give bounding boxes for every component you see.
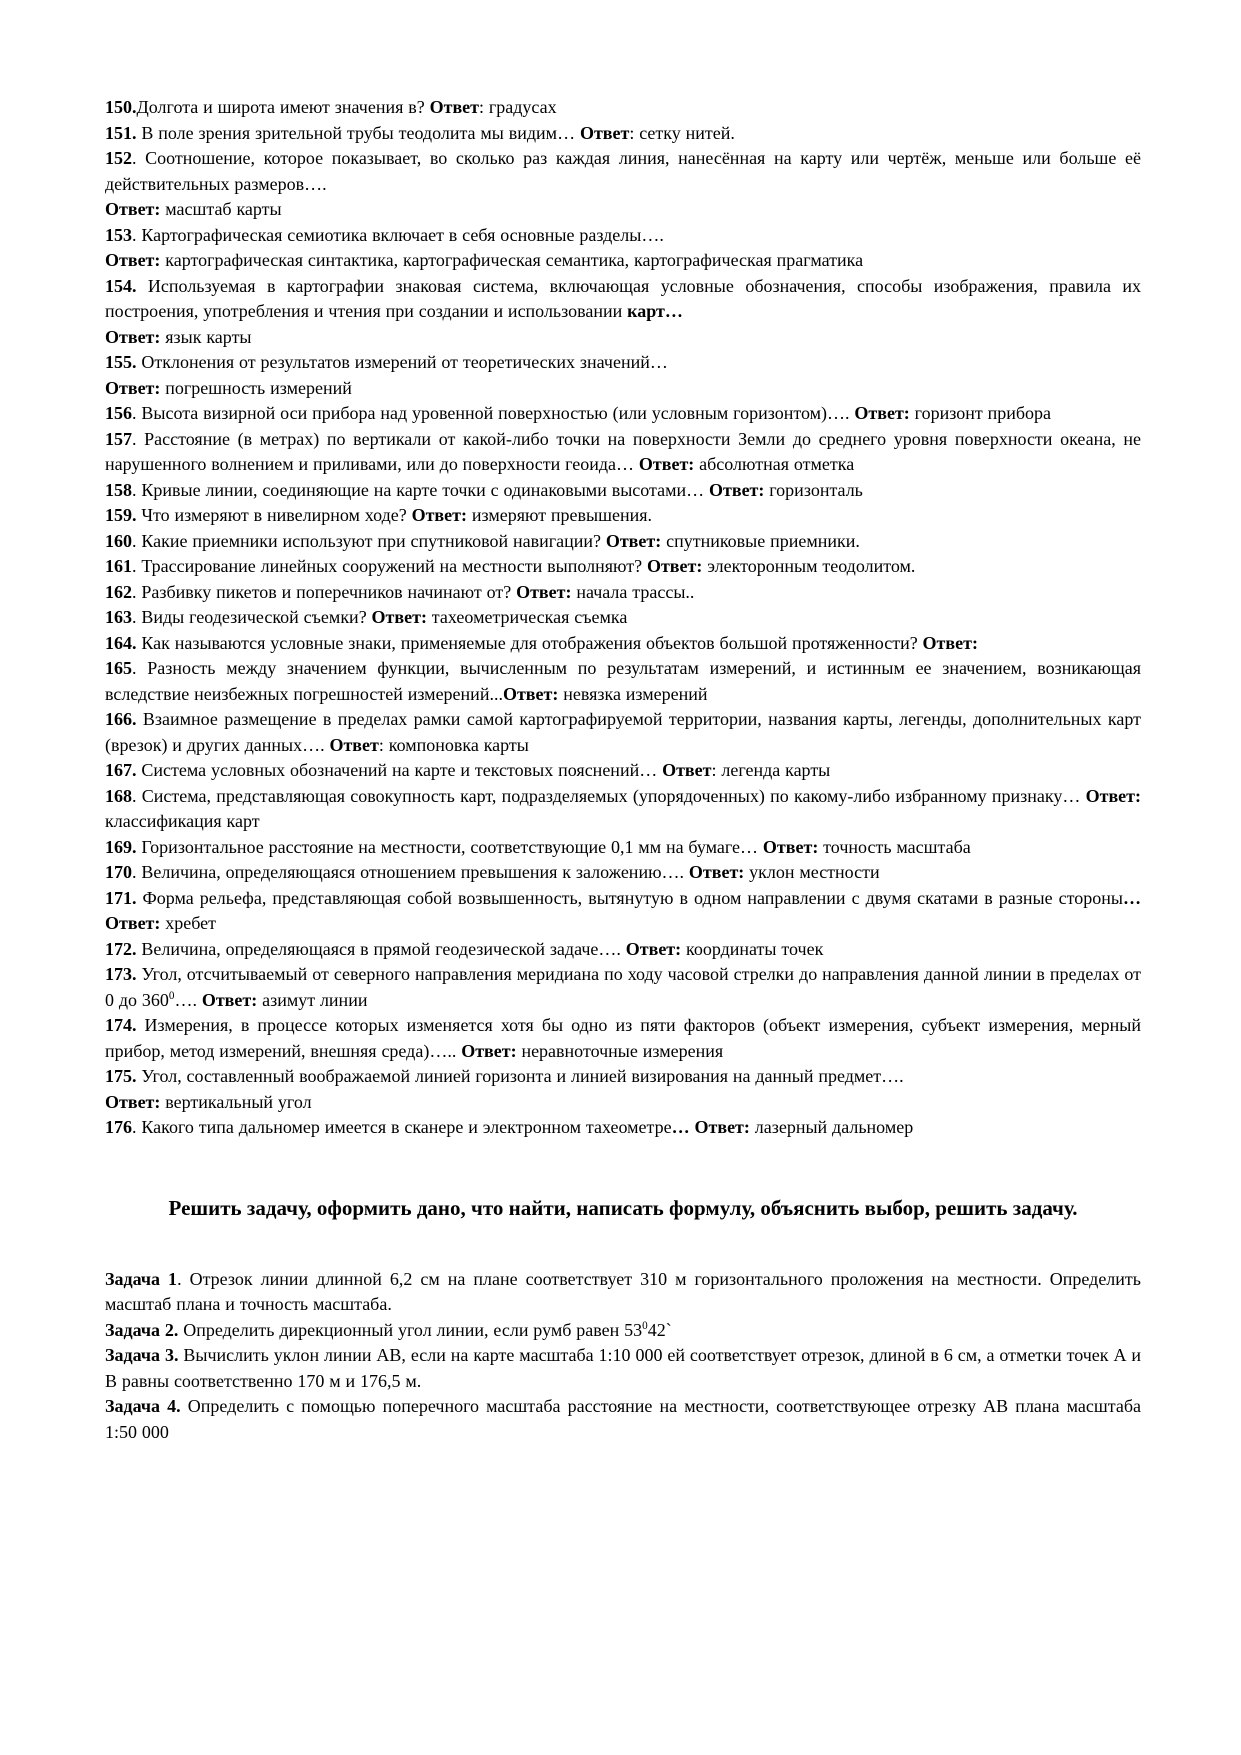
text-segment: Ответ: xyxy=(105,199,161,219)
text-segment: Ответ: xyxy=(105,1091,161,1112)
text-segment: горизонталь xyxy=(764,479,863,500)
text-segment: 164. xyxy=(105,632,137,653)
task-paragraph xyxy=(105,1394,1141,1445)
text-segment: Ответ: xyxy=(605,530,662,551)
text-segment: 174. xyxy=(105,1015,137,1035)
text-segment: 152 xyxy=(105,148,132,168)
text-segment: Ответ: xyxy=(694,1117,750,1137)
text-segment: начала трассы.. xyxy=(571,581,695,602)
text-segment: 175. xyxy=(105,1066,137,1086)
question-paragraph xyxy=(105,1013,1141,1064)
text-segment: . Величина, определяющаяся отношением превышения к заложению…. xyxy=(132,862,689,882)
text-segment: 172. xyxy=(105,938,137,959)
question-paragraph xyxy=(105,554,1141,580)
text-segment: язык карты xyxy=(160,326,252,347)
text-segment: 0 xyxy=(168,989,175,1002)
text-segment: . Разбивку пикетов и поперечников начинают от? xyxy=(132,581,517,602)
question-paragraph xyxy=(105,248,1141,274)
question-paragraph xyxy=(105,784,1141,835)
question-paragraph xyxy=(105,478,1141,504)
question-paragraph xyxy=(105,835,1141,861)
text-segment: измеряют превышения. xyxy=(466,505,653,525)
text-segment: Ответ: xyxy=(201,989,258,1010)
text-segment: Что измеряют в нивелирном ходе? xyxy=(136,505,412,525)
task-list xyxy=(105,1267,1141,1446)
question-paragraph xyxy=(105,962,1141,1013)
question-paragraph xyxy=(105,886,1141,937)
text-segment: Ответ: xyxy=(105,250,161,270)
question-paragraph xyxy=(105,605,1141,631)
text-segment: : легенда карты xyxy=(711,760,831,780)
text-segment: 0 xyxy=(642,1319,648,1332)
question-paragraph xyxy=(105,580,1141,606)
text-segment: Ответ: xyxy=(922,632,978,653)
text-segment: карт… xyxy=(627,301,683,321)
text-segment: координаты точек xyxy=(681,938,824,959)
text-segment: . Отрезок линии длинной 6,2 см на плане соответствует 310 м горизонтального проложения на местности. Определить масштаб плана и точность масштаба. xyxy=(105,1268,1141,1314)
question-paragraph xyxy=(105,758,1141,784)
question-paragraph xyxy=(105,376,1141,402)
text-segment: 154. xyxy=(105,275,137,296)
text-segment: Ответ: xyxy=(638,454,695,474)
text-segment: : компоновка карты xyxy=(378,734,529,755)
question-paragraph xyxy=(105,223,1141,249)
text-segment: Взаимное размещение в пределах рамки самой картографируемой территории, названия карты, легенды, дополнительных карт (врезок) и других данных…. xyxy=(105,709,1141,755)
question-paragraph xyxy=(105,529,1141,555)
text-segment: Ответ: xyxy=(709,479,765,500)
question-paragraph xyxy=(105,656,1141,707)
text-segment: Задача 3. xyxy=(105,1345,179,1365)
text-segment: Ответ: xyxy=(105,913,161,933)
text-segment: Вычислить уклон линии АВ, если на карте масштаба 1:10 000 ей соответствует отрезок, длиной в 6 см, а отметки точек А и В равны соответственно 170 м и 176,5 м. xyxy=(105,1345,1141,1391)
text-segment: … xyxy=(671,1117,690,1137)
text-segment: . Какие приемники используют при спутниковой навигации? xyxy=(132,530,606,551)
text-segment: Ответ: xyxy=(502,683,559,704)
text-segment: : сетку нитей. xyxy=(629,122,735,143)
question-paragraph xyxy=(105,707,1141,758)
text-segment: В поле зрения зрительной трубы теодолита мы видим… xyxy=(136,122,580,143)
text-segment: 150. xyxy=(105,97,137,117)
text-segment: . Разность между значением функции, вычисленным по результатам измерений, и истинным ее значением, возникающая вследствие неизбежных погрешностей измерений... xyxy=(105,658,1141,704)
question-paragraph xyxy=(105,350,1141,376)
text-segment: точность масштаба xyxy=(818,836,971,857)
text-segment: 158 xyxy=(105,479,132,500)
text-segment: . Соотношение, которое показывает, во сколько раз каждая линия, нанесённая на карту или чертёж, меньше или больше её действительных размеров…. xyxy=(105,148,1141,194)
text-segment: уклон местности xyxy=(744,862,880,882)
text-segment: Ответ: xyxy=(516,581,572,602)
text-segment: Угол, отсчитываемый от северного направления меридиана по ходу часовой стрелки до направления данной линии в пределах от 0 до 360 xyxy=(105,964,1141,1010)
question-paragraph xyxy=(105,146,1141,197)
text-segment: тахеометрическая съемка xyxy=(426,607,628,627)
question-paragraph xyxy=(105,274,1141,325)
text-segment: . Картографическая семиотика включает в себя основные разделы…. xyxy=(132,224,664,245)
text-segment: Как называются условные знаки, применяемые для отображения объектов большой протяженности? xyxy=(136,632,923,653)
text-segment: классификация карт xyxy=(105,811,260,831)
text-segment: 167. xyxy=(105,760,137,780)
text-segment: . Система, представляющая совокупность карт, подразделяемых (упорядоченных) по какому-либо избранному признаку… xyxy=(132,785,1086,806)
text-segment: … xyxy=(1123,887,1141,908)
text-segment: 159. xyxy=(105,505,137,525)
text-segment: 176 xyxy=(105,1117,132,1137)
text-segment: Измерения, в процессе которых изменяется хотя бы одно из пяти факторов (объект измерения, субъект измерения, мерный прибор, метод измерений, внешняя среда)….. xyxy=(105,1015,1141,1061)
text-segment: горизонт прибора xyxy=(909,403,1051,423)
text-segment: Долгота и широта имеют значения в? xyxy=(136,97,430,117)
task-paragraph xyxy=(105,1343,1141,1394)
text-segment: неравноточные измерения xyxy=(516,1040,724,1061)
text-segment: 156 xyxy=(105,403,132,423)
text-segment: Ответ xyxy=(662,760,712,780)
text-segment: 165 xyxy=(105,658,132,678)
text-segment: Ответ xyxy=(329,734,379,755)
text-segment: 163 xyxy=(105,607,132,627)
text-segment: Ответ: xyxy=(461,1040,517,1061)
question-paragraph xyxy=(105,503,1141,529)
text-segment: 155. xyxy=(105,352,137,372)
text-segment: Форма рельефа, представляющая собой возвышенность, вытянутую в одном направлении с двумя скатами в разные стороны xyxy=(136,887,1123,908)
text-segment: азимут линии xyxy=(257,989,368,1010)
text-segment: 160 xyxy=(105,530,132,551)
text-segment: 166. xyxy=(105,709,137,729)
text-segment: Ответ xyxy=(579,122,630,143)
text-segment: 153 xyxy=(105,224,132,245)
task-paragraph xyxy=(105,1318,1141,1344)
text-segment: Ответ: xyxy=(105,326,161,347)
text-segment: Используемая в картографии знаковая система, включающая условные обозначения, способы изображения, правила их построения, употребления и чтения при создании и использовании xyxy=(105,275,1141,321)
question-paragraph xyxy=(105,401,1141,427)
text-segment: 170 xyxy=(105,862,132,882)
text-segment: Определить дирекционный угол линии, если румб равен 53 xyxy=(178,1319,643,1340)
text-segment: Ответ: xyxy=(646,556,703,576)
text-segment: 161 xyxy=(105,556,132,576)
text-segment: невязка измерений xyxy=(558,683,708,704)
question-paragraph xyxy=(105,631,1141,657)
text-segment: Ответ: xyxy=(371,607,427,627)
text-segment: Ответ: xyxy=(625,938,682,959)
text-segment: Ответ: xyxy=(762,836,819,857)
text-segment: . Расстояние (в метрах) по вертикали от какой-либо точки на поверхности Земли до среднего уровня поверхности океана, не нарушенного волнением и приливами, или до поверхности геоида… xyxy=(105,428,1141,474)
text-segment: Величина, определяющаяся в прямой геодезической задаче…. xyxy=(136,938,626,959)
text-segment: …. xyxy=(174,989,202,1010)
text-segment: . Высота визирной оси прибора над уровенной поверхностью (или условным горизонтом)…. xyxy=(132,403,855,423)
text-segment: . Какого типа дальномер имеется в сканере и электронном тахеометре xyxy=(132,1117,672,1137)
text-segment: Ответ xyxy=(429,97,480,117)
text-segment: . Трассирование линейных сооружений на местности выполняют? xyxy=(132,556,647,576)
text-segment: хребет xyxy=(160,913,217,933)
text-segment: масштаб карты xyxy=(160,199,282,219)
text-segment: : градусах xyxy=(479,97,557,117)
question-paragraph xyxy=(105,937,1141,963)
text-segment: . Кривые линии, соединяющие на карте точки с одинаковыми высотами… xyxy=(132,479,709,500)
text-segment: 162 xyxy=(105,581,132,602)
text-segment: Ответ: xyxy=(854,403,910,423)
text-segment: лазерный дальномер xyxy=(749,1117,914,1137)
question-paragraph xyxy=(105,95,1141,121)
text-segment: Угол, составленный воображаемой линией горизонта и линией визирования на данный предмет…. xyxy=(136,1066,904,1086)
text-segment: 173. xyxy=(105,964,137,984)
text-segment: Ответ: xyxy=(688,862,745,882)
text-segment: погрешность измерений xyxy=(160,377,352,398)
question-paragraph xyxy=(105,427,1141,478)
text-segment: 169. xyxy=(105,836,137,857)
text-segment: 151. xyxy=(105,122,137,143)
text-segment: Ответ: xyxy=(105,377,161,398)
text-segment: картографическая синтактика, картографическая семантика, картографическая прагматика xyxy=(160,250,864,270)
question-paragraph xyxy=(105,860,1141,886)
text-segment: Горизонтальное расстояние на местности, соответствующие 0,1 мм на бумаге… xyxy=(136,836,763,857)
question-paragraph xyxy=(105,121,1141,147)
text-segment: Отклонения от результатов измерений от теоретических значений… xyxy=(136,352,668,372)
text-segment: Ответ: xyxy=(1085,785,1141,806)
question-paragraph xyxy=(105,1090,1141,1116)
text-segment: 168 xyxy=(105,785,132,806)
question-paragraph xyxy=(105,1115,1141,1141)
text-segment: абсолютная отметка xyxy=(694,454,855,474)
text-segment: электоронным теодолитом. xyxy=(702,556,916,576)
text-segment: Определить с помощью поперечного масштаба расстояние на местности, соответствующее отрезку АВ плана масштаба 1:50 000 xyxy=(105,1396,1141,1442)
text-segment: 157 xyxy=(105,428,132,449)
text-segment: Система условных обозначений на карте и текстовых пояснений… xyxy=(136,760,663,780)
text-segment: Задача 1 xyxy=(105,1268,178,1289)
text-segment: Задача 4. xyxy=(105,1396,181,1416)
question-paragraph xyxy=(105,197,1141,223)
text-segment: Задача 2. xyxy=(105,1319,179,1340)
text-segment: . Виды геодезической съемки? xyxy=(132,607,372,627)
task-paragraph xyxy=(105,1267,1141,1318)
section-heading: Решить задачу, оформить дано, что найти, написать формулу, объяснить выбор, решить задачу. xyxy=(168,1195,1078,1220)
question-paragraph xyxy=(105,325,1141,351)
text-segment: 42` xyxy=(647,1319,672,1340)
text-segment: вертикальный угол xyxy=(160,1091,312,1112)
question-list xyxy=(105,95,1141,1141)
text-segment: Ответ: xyxy=(411,505,467,525)
text-segment: 171. xyxy=(105,887,137,908)
text-segment: спутниковые приемники. xyxy=(661,530,860,551)
question-paragraph xyxy=(105,1064,1141,1090)
